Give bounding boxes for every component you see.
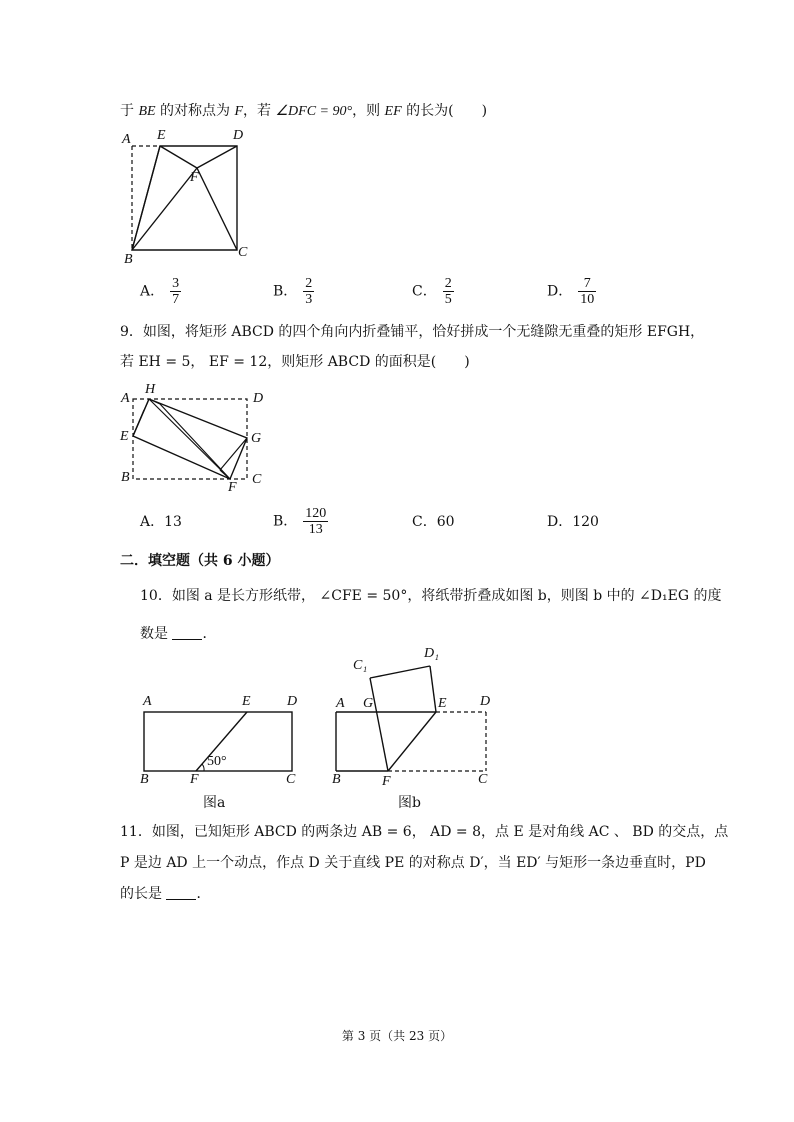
numerator: 2 [444,276,452,291]
q9-stem-line2: 若 EH = 5， EF = 12，则矩形 ABCD 的面积是( ) [120,354,470,370]
q10a-label-a: A [143,694,152,709]
q11-stem-text: 的长是 [120,886,167,902]
q10a-label-e: E [242,694,251,709]
option-letter: C． [412,514,437,530]
option-letter: A． [140,283,165,300]
q8-stem-f: F [234,104,244,119]
option-letter: B． [273,283,298,300]
q8-stem-text: 的对称点为 [155,103,235,119]
q8-stem-text: ，则 [352,103,385,119]
denominator: 3 [305,292,313,307]
q11-stem-line1: 11．如图，已知矩形 ABCD 的两条边 AB = 6， AD = 8，点 E 是对角线 AC 、 BD 的交点，点 [120,824,729,840]
numerator: 120 [305,506,327,521]
q10b-label-c1: C₁ [353,658,368,673]
q11-stem-line2: P 是边 AD 上一个动点，作点 D 关于直线 PE 的对称点 D′，当 ED′ 与矩形一条边垂直时，PD [120,855,706,871]
q8-stem-text: ，若 [243,103,276,119]
q10b-segment-d1e [430,666,436,712]
denominator: 13 [308,522,323,537]
q10a-label-c: C [286,772,296,787]
q10-stem-text: 数是 [140,626,173,642]
numerator: 7 [578,276,596,292]
option-value: 60 [436,514,455,530]
denominator: 5 [444,292,452,307]
q10b-label-a: A [336,696,345,711]
q10b-label-g: G [363,696,374,711]
q8-stem-angle: ∠DFC = 90° [275,104,353,119]
q10b-label-b: B [332,772,341,787]
q10a-angle-arc [202,764,204,771]
q8-stem-text: 的长为( ) [401,103,488,119]
q10b-label-d1: D₁ [424,646,439,661]
option-value: 120 [572,514,599,530]
q8-label-d: D [233,128,244,143]
q9-label-a: A [121,391,130,406]
q10-stem-text: ． [202,626,217,642]
q8-label-a: A [122,132,131,147]
q9-label-e: E [120,429,129,444]
q10-stem-line1: 10．如图 a 是长方形纸带， ∠CFE = 50°，将纸带折叠成如图 b，则图 b 中的 ∠D₁EG 的度 [140,588,722,604]
q9-stem-line1: 9．如图，将矩形 ABCD 的四个角向内折叠铺平，恰好拼成一个无缝隙无重叠的矩形 EFGH， [120,324,705,340]
q8-label-b: B [124,252,133,267]
q10a-label-b: B [140,772,149,787]
option-letter: C． [412,283,437,300]
section-heading: 二．填空题（共 6 小题） [120,553,280,569]
q10b-label-d: D [480,694,491,709]
q9-label-b: B [121,470,130,485]
q9-label-g: G [251,431,262,446]
q8-stem-ef: EF [384,104,402,119]
q8-stem-text: 于 [120,103,139,119]
numerator: 3 [172,276,180,291]
denominator: 10 [580,292,595,307]
answer-blank[interactable] [166,885,196,900]
option-letter: A． [140,514,165,530]
option-value: 13 [164,514,182,530]
q8-label-c: C [238,245,248,260]
q10a-label-d: D [287,694,298,709]
q9-label-c: C [252,472,262,487]
q11-stem-line3 [120,884,210,904]
option-letter: B． [273,513,298,530]
q8-label-f: F [190,170,199,185]
q10b-segment-fe [388,712,436,771]
q8-stem-be: BE [138,104,156,119]
q10a-caption: 图a [203,795,226,811]
q8-label-e: E [157,128,166,143]
denominator: 7 [172,292,180,307]
q10b-segment-c1f [370,678,388,771]
q11-stem-text: ． [196,886,211,902]
q10b-label-c: C [478,772,488,787]
q10b-label-f: F [382,774,391,789]
page-footer: 第 3 页（共 23 页） [341,1029,453,1043]
q9-label-h: H [145,382,156,397]
numerator: 2 [305,276,313,291]
option-letter: D． [547,514,573,530]
q10b-segment-c1d1 [370,666,430,678]
q10a-label-f: F [190,772,199,787]
q10a-angle-label: 50° [207,754,227,769]
option-letter: D． [547,283,573,300]
q10b-caption: 图b [398,795,421,811]
q10b-label-e: E [438,696,447,711]
q9-label-f: F [228,480,237,495]
q9-label-d: D [253,391,264,406]
